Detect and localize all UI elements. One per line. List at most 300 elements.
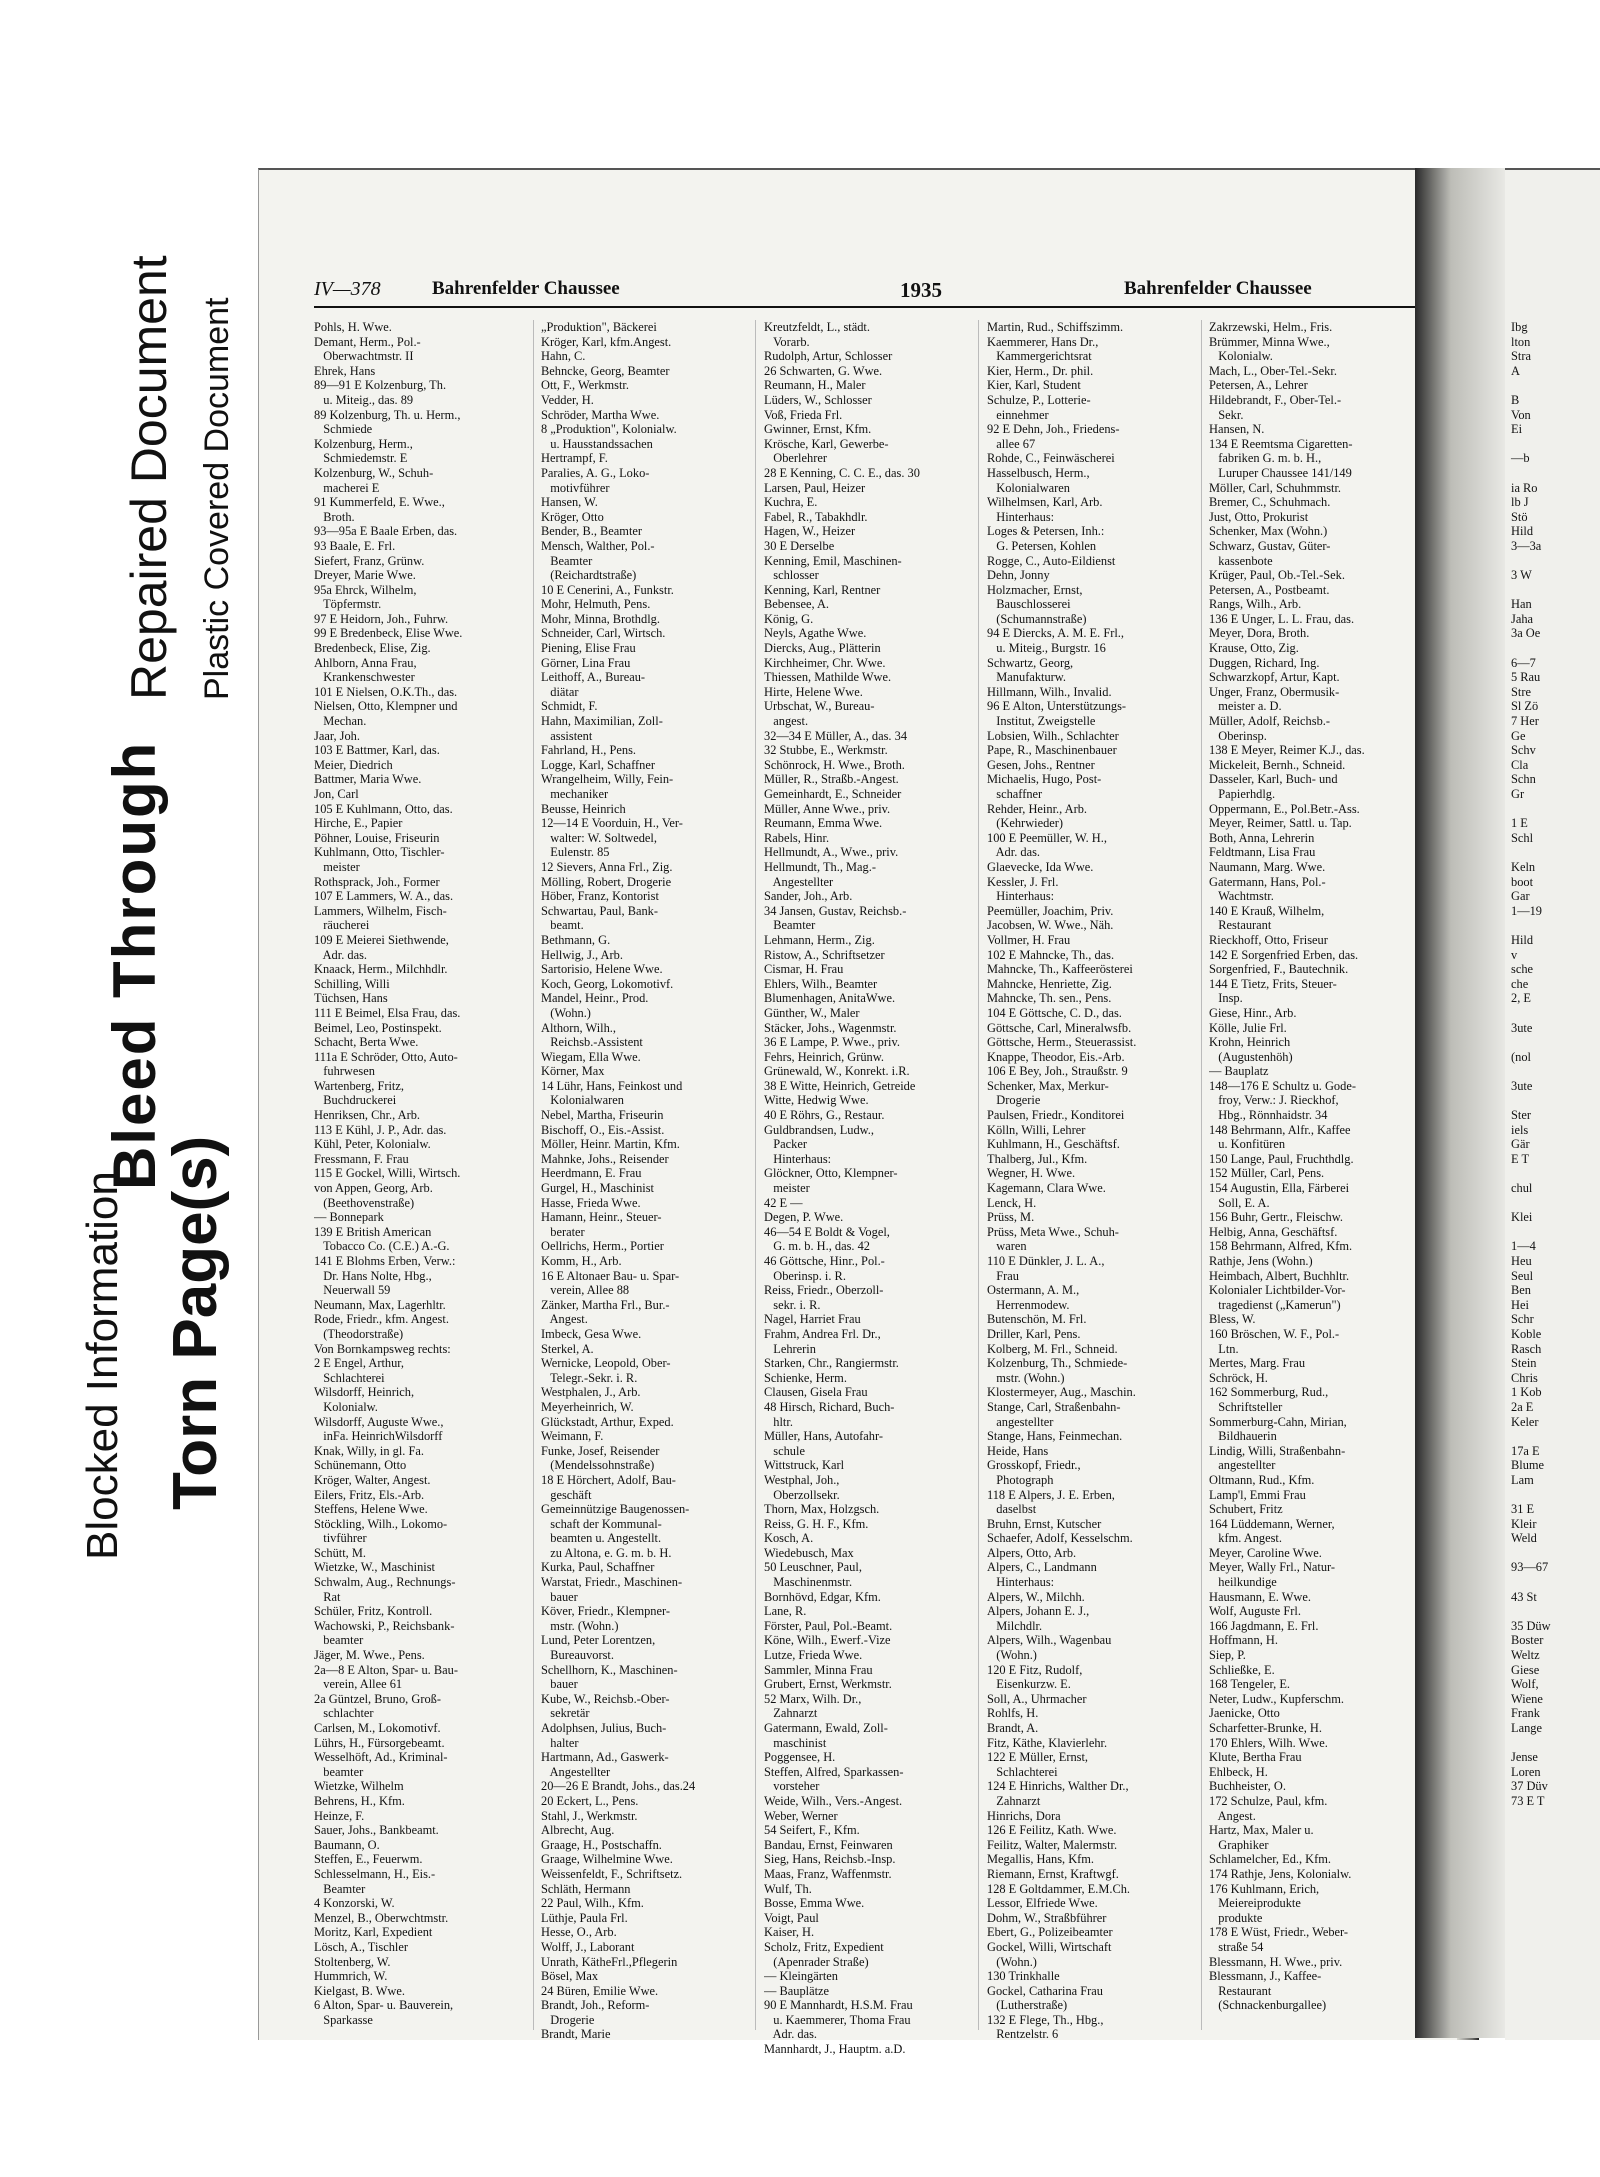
fragment-entry: E T — [1511, 1151, 1530, 1166]
directory-entry: Both, Anna, Lehrerin — [1209, 830, 1315, 845]
directory-entry: (Wohn.) — [541, 1005, 591, 1020]
directory-entry: Institut, Zweigstelle — [987, 714, 1096, 729]
directory-entry: Sekr. — [1209, 407, 1244, 422]
directory-entry: Vollmer, H. Frau — [987, 932, 1071, 947]
directory-entry: 32 Stubbe, E., Werkmstr. — [764, 743, 888, 758]
directory-entry: Hausmann, E. Wwe. — [1209, 1589, 1311, 1604]
directory-entry: (Wohn.) — [987, 1648, 1037, 1663]
directory-entry: Beimel, Leo, Postinspekt. — [314, 1020, 442, 1035]
directory-entry: Wulf, Th. — [764, 1881, 812, 1896]
directory-entry: Schwartau, Paul, Bank- — [541, 903, 658, 918]
fragment-entry: ia Ro — [1511, 480, 1538, 495]
directory-entry: Schlesselmann, H., Eis.- — [314, 1866, 436, 1881]
directory-entry: u. Konfitüren — [1209, 1137, 1286, 1152]
fragment-entry: v — [1511, 947, 1518, 962]
directory-entry: Jacobsen, W. Wwe., Näh. — [987, 918, 1114, 933]
fragment-entry: Lam — [1511, 1472, 1534, 1487]
directory-entry: Schubert, Fritz — [1209, 1502, 1283, 1517]
directory-entry: Schröck, H. — [1209, 1370, 1268, 1385]
directory-entry: Schulze, P., Lotterie- — [987, 392, 1091, 407]
directory-entry: Nagel, Harriet Frau — [764, 1312, 861, 1327]
directory-entry: einnehmer — [987, 407, 1049, 422]
directory-entry: Bless, W. — [1209, 1312, 1256, 1327]
directory-entry: Rudolph, Artur, Schlosser — [764, 349, 893, 364]
directory-entry: 107 E Lammers, W. A., das. — [314, 889, 454, 904]
fragment-entry: Han — [1511, 597, 1532, 612]
directory-entry: Pohls, H. Wwe. — [314, 320, 392, 334]
directory-entry: Meyer, Reimer, Sattl. u. Tap. — [1209, 816, 1352, 831]
fragment-entry: (nol — [1511, 1049, 1531, 1064]
directory-entry: meister — [314, 859, 360, 874]
directory-entry: Kurka, Paul, Schaffner — [541, 1560, 655, 1575]
directory-entry: 20—26 E Brandt, Johs., das.24 — [541, 1779, 696, 1794]
directory-entry: 148—176 E Schultz u. Gode- — [1209, 1078, 1356, 1093]
directory-entry: Tüchsen, Hans — [314, 991, 388, 1006]
directory-entry: Kosch, A. — [764, 1531, 814, 1546]
directory-entry: Packer — [764, 1137, 808, 1152]
directory-entry: Steffen, Alfred, Sparkassen- — [764, 1764, 904, 1779]
directory-entry: Müller, Anne Wwe., priv. — [764, 801, 891, 816]
fragment-entry: lton — [1511, 334, 1531, 349]
directory-page — [258, 168, 1479, 2057]
street-heading-left: Bahrenfelder Chaussee — [432, 278, 620, 299]
directory-entry: Neuerwall 59 — [314, 1283, 391, 1298]
directory-entry: Hinterhaus: — [987, 889, 1055, 904]
directory-entry: Sparkasse — [314, 2012, 373, 2027]
directory-entry: Starken, Chr., Rangiermstr. — [764, 1356, 899, 1371]
directory-entry: Mertes, Marg. Frau — [1209, 1356, 1306, 1371]
directory-entry: Blessmann, H. Wwe., priv. — [1209, 1954, 1343, 1969]
directory-entry: Mandel, Heinr., Prod. — [541, 991, 649, 1006]
directory-entry: Wrangelheim, Willy, Fein- — [541, 772, 674, 787]
directory-entry: 109 E Meierei Siethwende, — [314, 932, 449, 947]
directory-entry: Hoffmann, H. — [1209, 1633, 1278, 1648]
directory-entry: Reumann, H., Maler — [764, 378, 866, 393]
column-divider — [1201, 320, 1202, 2030]
directory-entry: Gwinner, Ernst, Kfm. — [764, 422, 872, 437]
directory-entry: 130 Trinkhalle — [987, 1969, 1060, 1984]
fragment-entry — [1511, 1035, 1551, 1050]
directory-entry: Ott, F., Werkmstr. — [541, 378, 629, 393]
page-header — [314, 278, 1454, 302]
fragment-entry — [1511, 378, 1551, 393]
directory-entry: Bender, B., Beamter — [541, 524, 643, 539]
directory-entry: Steffen, E., Feuerwm. — [314, 1852, 423, 1867]
fragment-entry: 3—3a — [1511, 538, 1542, 553]
directory-entry: Telegr.-Sekr. i. R. — [541, 1370, 638, 1385]
directory-entry: Bauschlosserei — [987, 597, 1071, 612]
directory-entry: Hildebrandt, F., Ober-Tel.- — [1209, 392, 1342, 407]
fragment-entry: Rasch — [1511, 1341, 1542, 1356]
directory-entry: Siefert, Franz, Grünw. — [314, 553, 425, 568]
directory-entry: Graage, H., Postschaffn. — [541, 1837, 662, 1852]
directory-entry: halter — [541, 1735, 579, 1750]
fragment-entry: 3a Oe — [1511, 626, 1541, 641]
directory-entry: Duggen, Richard, Ing. — [1209, 655, 1320, 670]
directory-entry: 46 Göttsche, Hinr., Pol.- — [764, 1254, 885, 1268]
directory-entry: 124 E Hinrichs, Walther Dr., — [987, 1779, 1129, 1794]
directory-entry: 104 E Göttsche, C. D., das. — [987, 1005, 1122, 1020]
directory-entry: Witte, Hedwig Wwe. — [764, 1093, 869, 1108]
directory-entry: Angestellter — [541, 1764, 611, 1779]
directory-entry: Urbschat, W., Bureau- — [764, 699, 875, 714]
directory-entry: Megallis, Hans, Kfm. — [987, 1852, 1095, 1867]
directory-entry: Kröger, Walter, Angest. — [314, 1472, 431, 1487]
fragment-entry: 73 E T — [1511, 1793, 1545, 1808]
directory-entry: Pöhner, Louise, Friseurin — [314, 830, 440, 845]
directory-entry: 95a Ehrck, Wilhelm, — [314, 582, 417, 597]
fragment-entry — [1511, 1604, 1551, 1619]
directory-entry: Hesse, O., Arb. — [541, 1925, 617, 1940]
directory-entry: Wegner, H. Wwe. — [987, 1166, 1076, 1181]
directory-entry: Bethmann, G. — [541, 932, 611, 947]
directory-entry: Schlachterei — [987, 1764, 1058, 1779]
directory-entry: Unger, Franz, Obermusik- — [1209, 684, 1340, 699]
directory-entry: Blumenhagen, AnitaWwe. — [764, 991, 896, 1006]
directory-entry: Dreyer, Marie Wwe. — [314, 568, 416, 583]
fragment-entry: 1 Kob — [1511, 1385, 1542, 1400]
directory-entry: König, G. — [764, 611, 814, 626]
directory-entry: Hbg., Rönnhaidstr. 34 — [1209, 1108, 1328, 1123]
directory-entry: Riemann, Ernst, Kraftwgf. — [987, 1866, 1119, 1881]
directory-entry: Kier, Herm., Dr. phil. — [987, 363, 1094, 378]
directory-entry: Thiessen, Mathilde Wwe. — [764, 670, 892, 685]
directory-entry: Kröger, Karl, kfm.Angest. — [541, 334, 672, 349]
directory-entry: Piening, Elise Frau — [541, 641, 636, 656]
directory-entry: Meyer, Caroline Wwe. — [1209, 1545, 1322, 1560]
directory-entry: Mechan. — [314, 714, 367, 729]
directory-entry: Schenker, Max (Wohn.) — [1209, 524, 1328, 539]
fragment-entry: boot — [1511, 874, 1534, 889]
fragment-entry — [1511, 1064, 1551, 1079]
directory-entry: Paralies, A. G., Loko- — [541, 465, 650, 480]
directory-entry: Neter, Ludw., Kupferschm. — [1209, 1691, 1344, 1706]
directory-entry: Larsen, Paul, Heizer — [764, 480, 866, 495]
fragment-entry — [1511, 845, 1551, 860]
directory-entry: Alpers, Otto, Arb. — [987, 1545, 1077, 1560]
directory-entry: beamt. — [541, 918, 584, 933]
directory-entry: Jaenicke, Otto — [1209, 1706, 1280, 1721]
directory-entry: berater — [541, 1224, 585, 1239]
directory-entry: Wolf, Auguste Frl. — [1209, 1604, 1301, 1619]
directory-entry: Mahnke, Johs., Reisender — [541, 1151, 669, 1166]
directory-entry: Hinterhaus: — [764, 1151, 832, 1166]
directory-entry: Kölle, Julie Frl. — [1209, 1020, 1287, 1035]
directory-entry: Voigt, Paul — [764, 1910, 819, 1925]
directory-entry: schlachter — [314, 1706, 374, 1721]
directory-entry: Imbeck, Gesa Wwe. — [541, 1326, 642, 1341]
directory-entry: Hahn, Maximilian, Zoll- — [541, 714, 663, 729]
directory-entry: 160 Bröschen, W. F., Pol.- — [1209, 1326, 1340, 1341]
directory-entry: 132 E Flege, Th., Hbg., — [987, 2012, 1104, 2027]
directory-entry: Möller, Carl, Schuhmmstr. — [1209, 480, 1342, 495]
directory-entry: Photograph — [987, 1472, 1054, 1487]
directory-entry: Wilsdorff, Auguste Wwe., — [314, 1414, 444, 1429]
fragment-entry: Keler — [1511, 1414, 1539, 1429]
directory-entry: Poggensee, H. — [764, 1750, 836, 1765]
directory-entry: Förster, Paul, Pol.-Beamt. — [764, 1618, 893, 1633]
directory-entry: Reichsb.-Assistent — [541, 1035, 643, 1050]
header-rule — [314, 306, 1454, 308]
directory-entry: Gurgel, H., Maschinist — [541, 1181, 654, 1196]
fragment-entry: Frank — [1511, 1706, 1540, 1721]
directory-entry: Kuhlmann, H., Geschäftsf. — [987, 1137, 1120, 1152]
directory-entry: 178 E Wüst, Friedr., Weber- — [1209, 1925, 1349, 1940]
directory-entry: Kröger, Otto — [541, 509, 604, 524]
directory-entry: 101 E Nielsen, O.K.Th., das. — [314, 684, 458, 699]
directory-entry: Krause, Otto, Zig. — [1209, 641, 1299, 656]
fragment-entry: Hild — [1511, 524, 1534, 539]
directory-entry: Hellwig, J., Arb. — [541, 947, 623, 962]
directory-entry: Alpers, Wilh., Wagenbau — [987, 1633, 1112, 1648]
directory-entry: Heimbach, Albert, Buchhltr. — [1209, 1268, 1350, 1283]
directory-entry: inFa. HeinrichWilsdorff — [314, 1429, 443, 1444]
directory-entry: Wilhelmsen, Karl, Arb. — [987, 495, 1103, 510]
directory-entry: 50 Leuschner, Paul, — [764, 1560, 862, 1575]
directory-entry: schlosser — [764, 568, 819, 583]
directory-entry: Meyer, Dora, Broth. — [1209, 626, 1310, 641]
directory-entry: Oberlehrer — [764, 451, 827, 466]
directory-entry: Kier, Karl, Student — [987, 378, 1081, 393]
fragment-entry: Gar — [1511, 889, 1530, 904]
directory-entry: motivführer — [541, 480, 610, 495]
directory-entry: 2a—8 E Alton, Spar- u. Bau- — [314, 1662, 458, 1677]
directory-entry: Schriftsteller — [1209, 1399, 1283, 1414]
directory-entry: kassenbote — [1209, 553, 1273, 568]
directory-entry: Lammers, Wilhelm, Fisch- — [314, 903, 447, 918]
directory-entry: Kaiser, H. — [764, 1925, 815, 1940]
directory-entry: Hamann, Heinr., Steuer- — [541, 1210, 662, 1225]
directory-entry: Meiereiprodukte — [1209, 1896, 1301, 1911]
directory-entry: Rathje, Jens (Wohn.) — [1209, 1254, 1313, 1268]
directory-entry: 170 Ehlers, Wilh. Wwe. — [1209, 1735, 1328, 1750]
directory-entry: Martin, Rud., Schiffszimm. — [987, 320, 1124, 334]
directory-entry: (Theodorstraße) — [314, 1326, 404, 1341]
directory-entry: Brandt, A. — [987, 1721, 1039, 1735]
directory-entry: Hirte, Helene Wwe. — [764, 684, 863, 699]
directory-entry: u. Miteig., das. 89 — [314, 392, 414, 407]
directory-entry: Ostermann, A. M., — [987, 1283, 1080, 1298]
directory-entry: Hinterhaus: — [987, 509, 1055, 524]
directory-entry: Lüders, W., Schlosser — [764, 392, 872, 407]
directory-entry: Mahncke, Henriette, Zig. — [987, 976, 1112, 991]
listing-column-4 — [987, 320, 1193, 2042]
directory-entry: 122 E Müller, Ernst, — [987, 1750, 1089, 1765]
directory-entry: Pape, R., Maschinenbauer — [987, 743, 1117, 758]
directory-entry: Mahncke, Th. sen., Pens. — [987, 991, 1112, 1006]
directory-entry: Blessmann, J., Kaffee- — [1209, 1969, 1322, 1984]
directory-entry: 141 E Blohms Erben, Verw.: — [314, 1254, 456, 1268]
directory-entry: 2 E Engel, Arthur, — [314, 1356, 405, 1371]
directory-entry: G. m. b. H., das. 42 — [764, 1239, 871, 1254]
column-divider — [978, 320, 979, 2030]
directory-entry: Angest. — [541, 1312, 588, 1327]
directory-entry: Mach, L., Ober-Tel.-Sekr. — [1209, 363, 1337, 378]
directory-entry: 91 Kummerfeld, E. Wwe., — [314, 495, 445, 510]
directory-entry: Warstat, Friedr., Maschinen- — [541, 1575, 683, 1590]
directory-entry: Battmer, Maria Wwe. — [314, 772, 422, 787]
directory-entry: Bosse, Emma Wwe. — [764, 1896, 865, 1911]
directory-entry: Rohlfs, H. — [987, 1706, 1039, 1721]
directory-entry: Kühl, Peter, Kolonialw. — [314, 1137, 431, 1152]
directory-entry: Mahncke, Th., Kaffeerösterei — [987, 962, 1133, 977]
directory-entry: Hahn, C. — [541, 349, 586, 364]
fragment-entry: 43 St — [1511, 1589, 1537, 1604]
directory-entry: Peemüller, Joachim, Priv. — [987, 903, 1114, 918]
directory-entry: 103 E Battmer, Karl, das. — [314, 743, 440, 758]
next-page-fragment — [1505, 168, 1600, 2040]
directory-entry: Cismar, H. Frau — [764, 962, 844, 977]
fragment-entry: lb J — [1511, 495, 1529, 510]
directory-entry: Wolff, J., Laborant — [541, 1939, 635, 1954]
directory-entry: Rothsprack, Joh., Former — [314, 874, 440, 889]
directory-entry: Rohde, C., Feinwäscherei — [987, 451, 1115, 466]
directory-entry: Wartenberg, Fritz, — [314, 1078, 404, 1093]
blocked-information-label: Blocked Information — [78, 1171, 127, 1560]
listing-column-5 — [1209, 320, 1414, 2013]
directory-entry: Fahrland, H., Pens. — [541, 743, 636, 758]
fragment-entry: Schn — [1511, 772, 1536, 787]
directory-entry: geschäft — [541, 1487, 592, 1502]
directory-entry: 174 Rathje, Jens, Kolonialw. — [1209, 1866, 1352, 1881]
directory-entry: Stange, Hans, Feinmechan. — [987, 1429, 1123, 1444]
directory-entry: 96 E Alton, Unterstützungs- — [987, 699, 1127, 714]
bleed-through-label: Bleed Through — [101, 740, 168, 1190]
directory-entry: 164 Lüddemann, Werner, — [1209, 1516, 1335, 1531]
directory-entry: Bruhn, Ernst, Kutscher — [987, 1516, 1102, 1531]
directory-entry: Kirchheimer, Chr. Wwe. — [764, 655, 886, 670]
fragment-entry — [1511, 1429, 1551, 1444]
directory-entry: Alpers, C., Landmann — [987, 1560, 1097, 1575]
directory-entry: 12 Sievers, Anna Frl., Zig. — [541, 859, 673, 874]
directory-entry: froy, Verw.: J. Rieckhof, — [1209, 1093, 1339, 1108]
directory-entry: bauer — [541, 1677, 578, 1692]
fragment-entry: Loren — [1511, 1764, 1541, 1779]
directory-entry: 46—54 E Boldt & Vogel, — [764, 1224, 890, 1239]
fragment-entry — [1511, 1006, 1551, 1021]
directory-entry: Hansen, N. — [1209, 422, 1265, 437]
fragment-entry — [1511, 1166, 1551, 1181]
fragment-entry: Von — [1511, 407, 1531, 422]
directory-entry: Baumann, O. — [314, 1837, 380, 1852]
directory-entry: Gatermann, Ewald, Zoll- — [764, 1721, 888, 1735]
directory-entry: Ehlers, Wilh., Beamter — [764, 976, 878, 991]
repaired-document-label: Repaired Document — [121, 255, 177, 700]
directory-entry: Drogerie — [541, 2012, 595, 2027]
directory-entry: Görner, Lina Frau — [541, 655, 631, 670]
directory-entry: Glaevecke, Ida Wwe. — [987, 859, 1094, 874]
directory-entry: von Appen, Georg, Arb. — [314, 1181, 433, 1196]
directory-entry: Frahm, Andrea Frl. Dr., — [764, 1326, 881, 1341]
directory-entry: 136 E Unger, L. L. Frau, das. — [1209, 611, 1355, 626]
directory-entry: 110 E Dünkler, J. L. A., — [987, 1254, 1105, 1268]
fragment-entry: Jense — [1511, 1750, 1538, 1765]
fragment-entry: Boster — [1511, 1633, 1544, 1648]
directory-entry: Lehmann, Herm., Zig. — [764, 932, 875, 947]
fragment-entry: Wiene — [1511, 1691, 1543, 1706]
directory-entry: bauer — [541, 1589, 578, 1604]
directory-entry: 24 Büren, Emilie Wwe. — [541, 1983, 659, 1998]
fragment-entry: Ibg — [1511, 320, 1528, 334]
directory-entry: Bureauvorst. — [541, 1648, 614, 1663]
directory-entry: 120 E Fitz, Rudolf, — [987, 1662, 1083, 1677]
fragment-entry: 3 W — [1511, 568, 1532, 583]
directory-entry: Oltmann, Rud., Kfm. — [1209, 1472, 1315, 1487]
fragment-entry — [1511, 1225, 1551, 1240]
directory-entry: 90 E Mannhardt, H.S.M. Frau — [764, 1998, 913, 2013]
fragment-entry: 2, E — [1511, 991, 1531, 1006]
directory-entry: maschinist — [764, 1735, 827, 1750]
fragment-entry: che — [1511, 976, 1529, 991]
column-divider — [533, 320, 534, 2030]
directory-entry: Wachtmstr. — [1209, 889, 1274, 904]
fragment-entry: Giese — [1511, 1662, 1540, 1677]
directory-entry: 100 E Peemüller, W. H., — [987, 830, 1107, 845]
directory-entry: Mohr, Minna, Brothdlg. — [541, 611, 660, 626]
directory-entry: Funke, Josef, Reisender — [541, 1443, 660, 1458]
directory-entry: Mannhardt, J., Hauptm. a.D. — [764, 2042, 906, 2057]
fragment-entry: sche — [1511, 962, 1534, 977]
directory-entry: sekr. i. R. — [764, 1297, 821, 1312]
directory-entry: Angest. — [1209, 1808, 1256, 1823]
fragment-entry: Chris — [1511, 1370, 1538, 1385]
fragment-entry: 17a E — [1511, 1443, 1540, 1458]
directory-entry: Jäger, M. Wwe., Pens. — [314, 1648, 425, 1663]
directory-entry: Westphal, Joh., — [764, 1472, 840, 1487]
directory-entry: Kuchra, E. — [764, 495, 818, 510]
directory-entry: Restaurant — [1209, 918, 1272, 933]
fragment-entry: Ben — [1511, 1283, 1531, 1298]
directory-entry: hltr. — [764, 1414, 793, 1429]
directory-entry: Kuhlmann, Otto, Tischler- — [314, 845, 445, 860]
directory-entry: Papierhdlg. — [1209, 787, 1276, 801]
directory-entry: 134 E Reemtsma Cigaretten- — [1209, 436, 1353, 451]
directory-entry: Adr. das. — [314, 947, 368, 962]
directory-entry: Kölln, Willi, Lehrer — [987, 1122, 1086, 1137]
directory-entry: (Lutherstraße) — [987, 1998, 1068, 2013]
directory-entry: Reumann, Emma Wwe. — [764, 816, 883, 831]
directory-entry: 140 E Krauß, Wilhelm, — [1209, 903, 1325, 918]
book-gutter — [1415, 168, 1505, 2038]
directory-entry: tivführer — [314, 1531, 367, 1546]
directory-entry: Holzmacher, Ernst, — [987, 582, 1083, 597]
fragment-entry — [1511, 437, 1551, 452]
directory-entry: Maschinenmstr. — [764, 1575, 853, 1590]
directory-entry: Driller, Karl, Pens. — [987, 1326, 1081, 1341]
directory-entry: 162 Sommerburg, Rud., — [1209, 1385, 1329, 1400]
fragment-entry: Gr — [1511, 787, 1525, 801]
directory-entry: Lund, Peter Lorentzen, — [541, 1633, 656, 1648]
directory-entry: Hasselbusch, Herm., — [987, 465, 1090, 480]
directory-entry: Gockel, Willi, Wirtschaft — [987, 1939, 1112, 1954]
directory-entry: 93 Baale, E. Frl. — [314, 538, 396, 553]
directory-entry: Beusse, Heinrich — [541, 801, 626, 816]
directory-entry: Prüss, Meta Wwe., Schuh- — [987, 1224, 1119, 1239]
directory-entry: Eilers, Fritz, Els.-Arb. — [314, 1487, 425, 1502]
directory-entry: Ehrek, Hans — [314, 363, 376, 378]
directory-entry: Müller, Adolf, Reichsb.- — [1209, 714, 1330, 729]
directory-entry: Stoltenberg, W. — [314, 1954, 391, 1969]
fragment-entry: Stre — [1511, 684, 1531, 699]
directory-entry: Wittstruck, Karl — [764, 1458, 845, 1473]
directory-entry: Luruper Chaussee 141/149 — [1209, 465, 1352, 480]
listing-column-2 — [541, 320, 746, 2042]
directory-entry: 144 E Tietz, Frits, Steuer- — [1209, 976, 1337, 991]
directory-entry: Knaack, Herm., Milchhdlr. — [314, 962, 448, 977]
fragment-entry: 6—7 — [1511, 655, 1536, 670]
directory-entry: 111a E Schröder, Otto, Auto- — [314, 1049, 458, 1064]
directory-entry: Hummrich, W. — [314, 1969, 388, 1984]
